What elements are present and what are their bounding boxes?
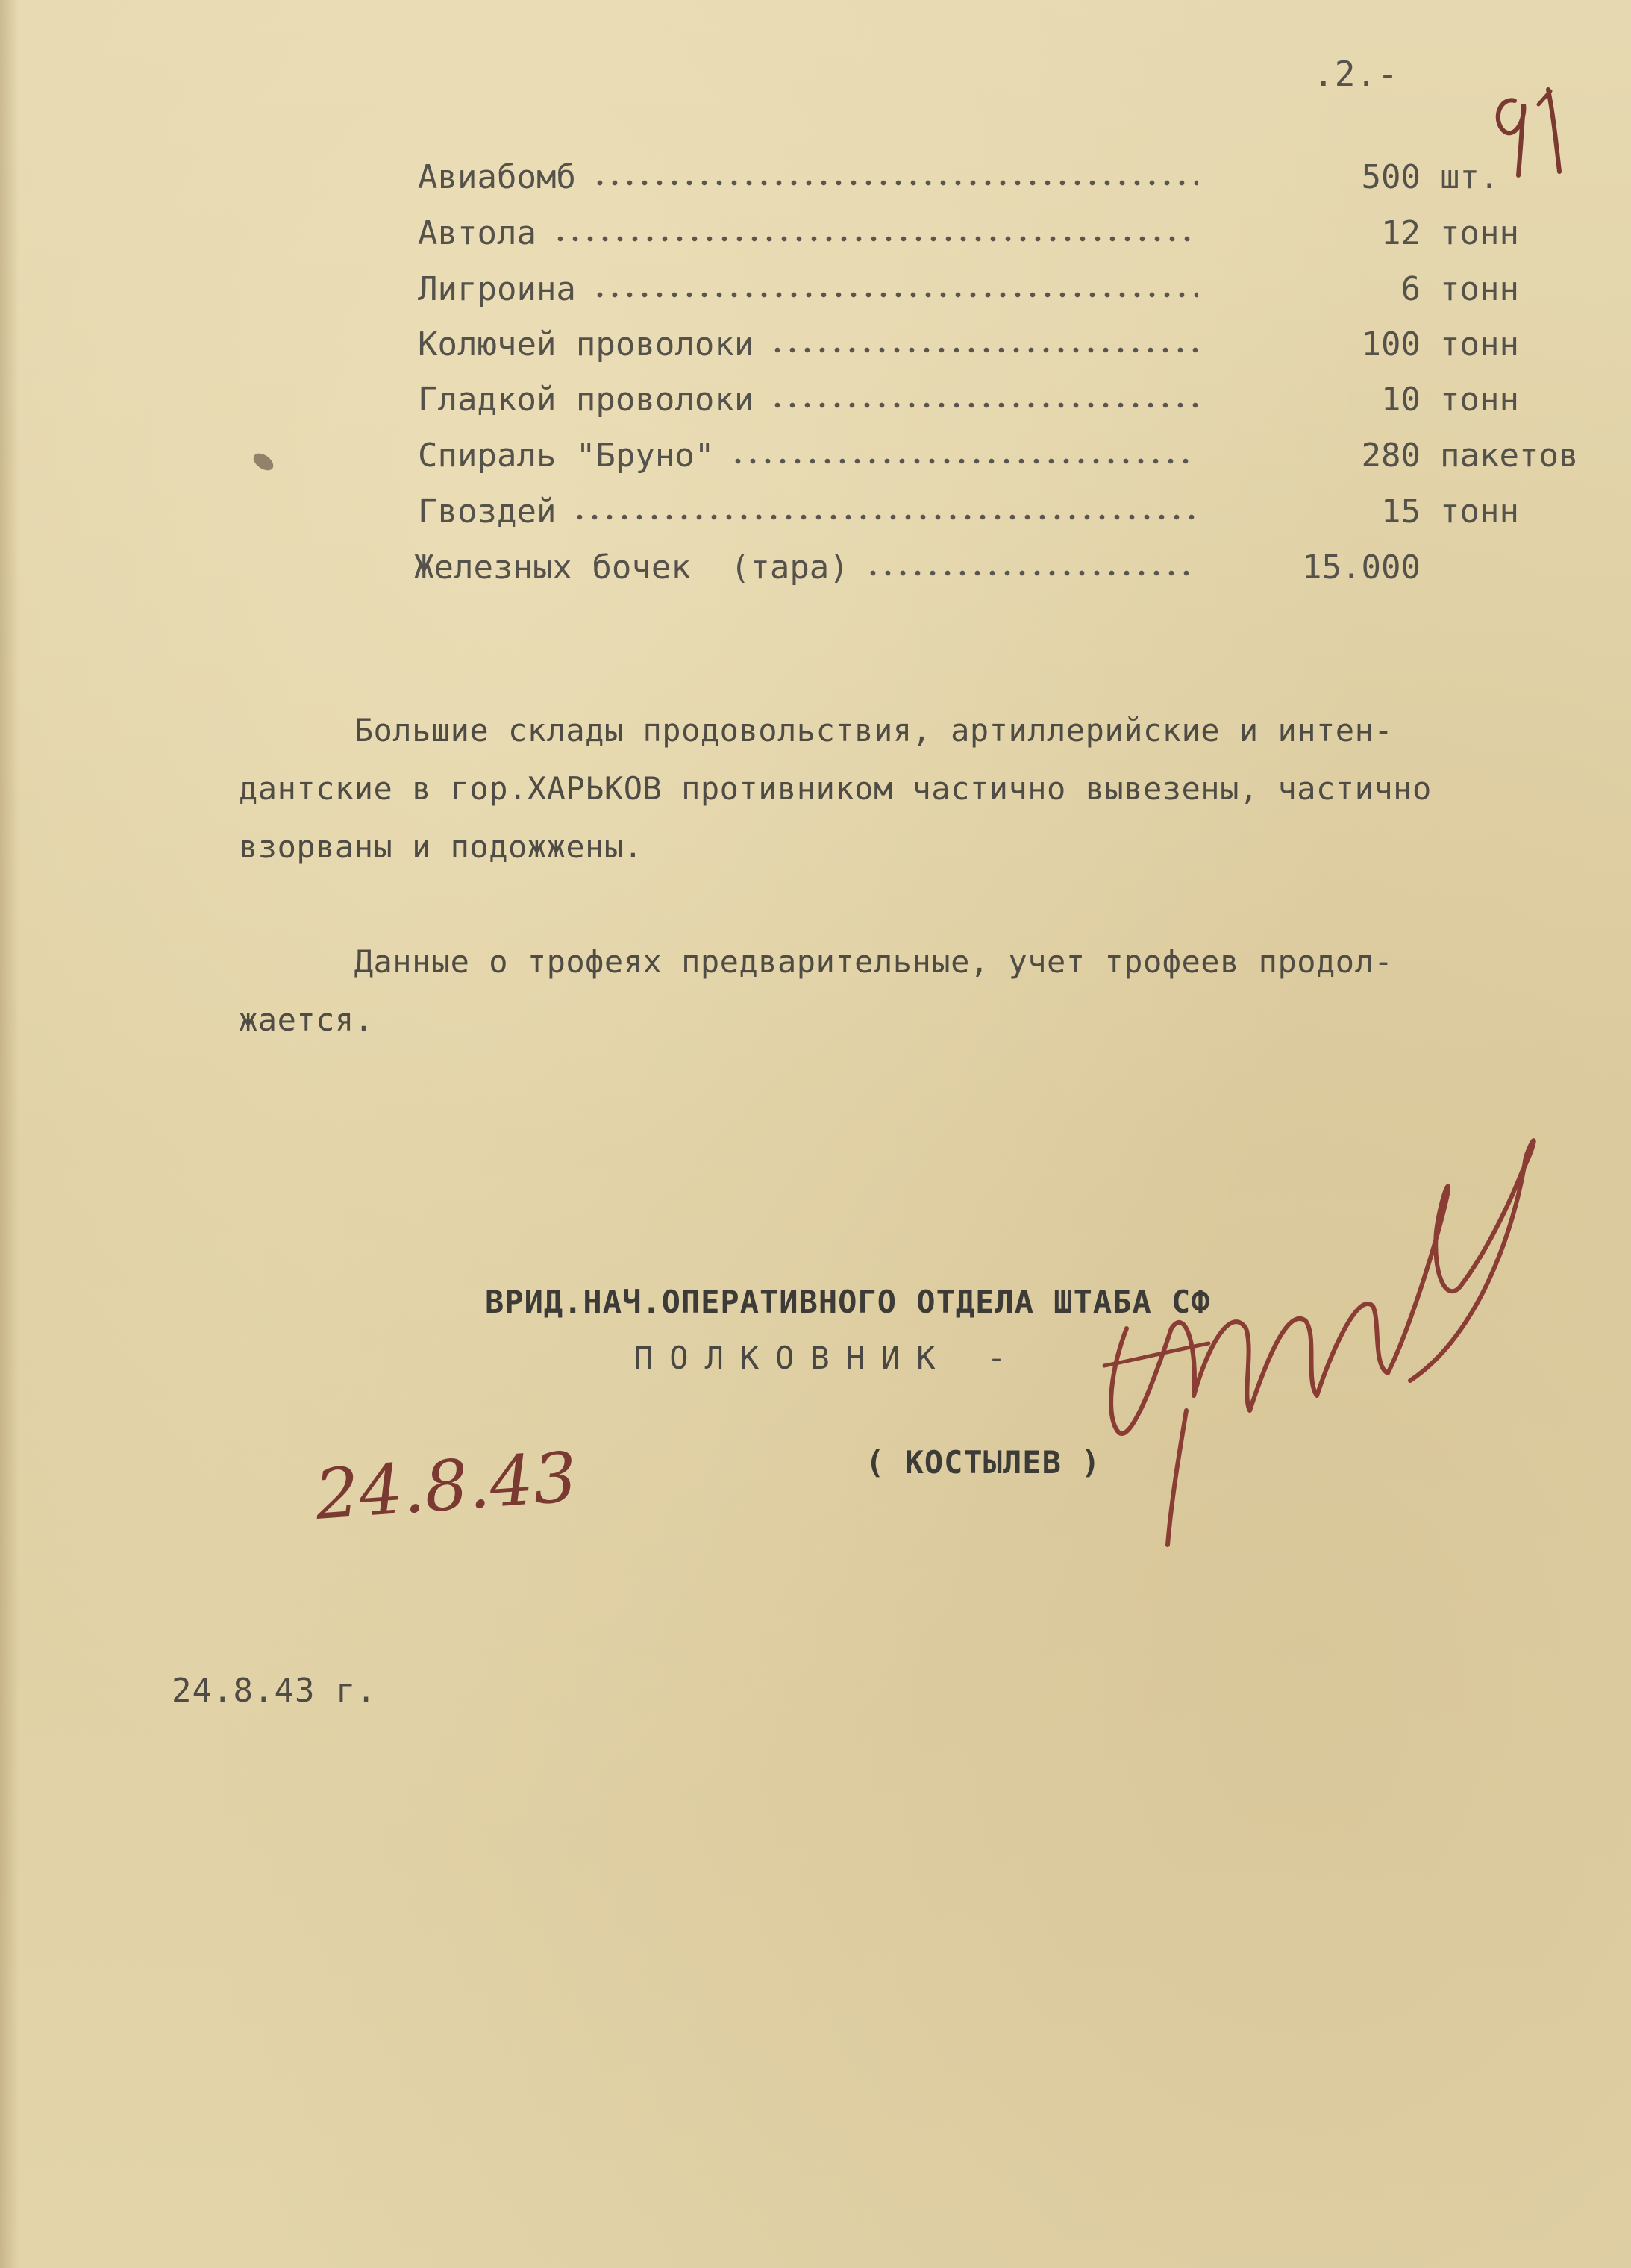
item-unit: тонн [1440, 381, 1519, 419]
leader-dots [730, 457, 1198, 465]
list-item [0, 437, 1631, 490]
item-name: Железных бочек (тара) [414, 549, 849, 587]
list-item [0, 549, 1631, 602]
item-quantity: 280 [1361, 437, 1421, 475]
item-name: Автола [418, 214, 536, 252]
item-name: Авиабомб [418, 158, 576, 196]
leader-dots [770, 346, 1198, 354]
item-quantity: 100 [1361, 325, 1421, 363]
item-name: Колючей проволоки [418, 325, 754, 363]
item-quantity: 15 [1381, 493, 1421, 531]
item-quantity: 10 [1381, 381, 1421, 419]
list-item [0, 158, 1631, 212]
leader-dots [572, 513, 1198, 521]
leader-dots [592, 291, 1198, 299]
item-name: Гвоздей [418, 493, 557, 531]
list-item [0, 214, 1631, 268]
leader-dots [865, 569, 1198, 577]
leader-dots [592, 179, 1198, 187]
page-number: .2.- [1313, 54, 1399, 94]
item-quantity: 15.000 [1302, 549, 1421, 587]
item-unit: тонн [1440, 214, 1519, 252]
list-item [0, 493, 1631, 546]
signatory-title: ВРИД.НАЧ.ОПЕРАТИВНОГО ОТДЕЛА ШТАБА СФ [485, 1284, 1211, 1320]
list-item [0, 381, 1631, 434]
item-name: Лигроина [418, 270, 576, 308]
signatory-rank: ПОЛКОВНИК - [634, 1340, 1023, 1376]
list-item [0, 325, 1631, 379]
list-item [0, 270, 1631, 324]
item-name: Гладкой проволоки [418, 381, 754, 419]
item-quantity: 12 [1381, 214, 1421, 252]
item-quantity: 6 [1400, 270, 1421, 308]
leader-dots [770, 402, 1198, 409]
handwritten-date [310, 1437, 580, 1563]
item-name: Спираль "Бруно" [418, 437, 715, 475]
item-unit: тонн [1440, 493, 1519, 531]
item-quantity: 500 [1361, 158, 1421, 196]
item-unit: тонн [1440, 325, 1519, 363]
leader-dots [553, 235, 1198, 243]
paragraph-warehouses: Большие склады продовольствия, артиллерийские и интен- дантские в гор.ХАРЬКОВ противником частично вывезены, частично взорваны и подожжены. [239, 712, 1432, 865]
paragraph-preliminary-data: Данные о трофеях предварительные, учет трофеев продол- жается. [239, 943, 1394, 1038]
item-unit: шт. [1440, 158, 1500, 196]
item-unit: тонн [1440, 270, 1519, 308]
svg-text:24.8.43: 24.8.43 [313, 1437, 580, 1535]
signatory-name: ( КОСТЫЛЕВ ) [865, 1444, 1101, 1481]
document-date: 24.8.43 г. [172, 1672, 377, 1710]
item-unit: пакетов [1440, 437, 1579, 475]
signature-handwritten [1059, 1082, 1582, 1560]
